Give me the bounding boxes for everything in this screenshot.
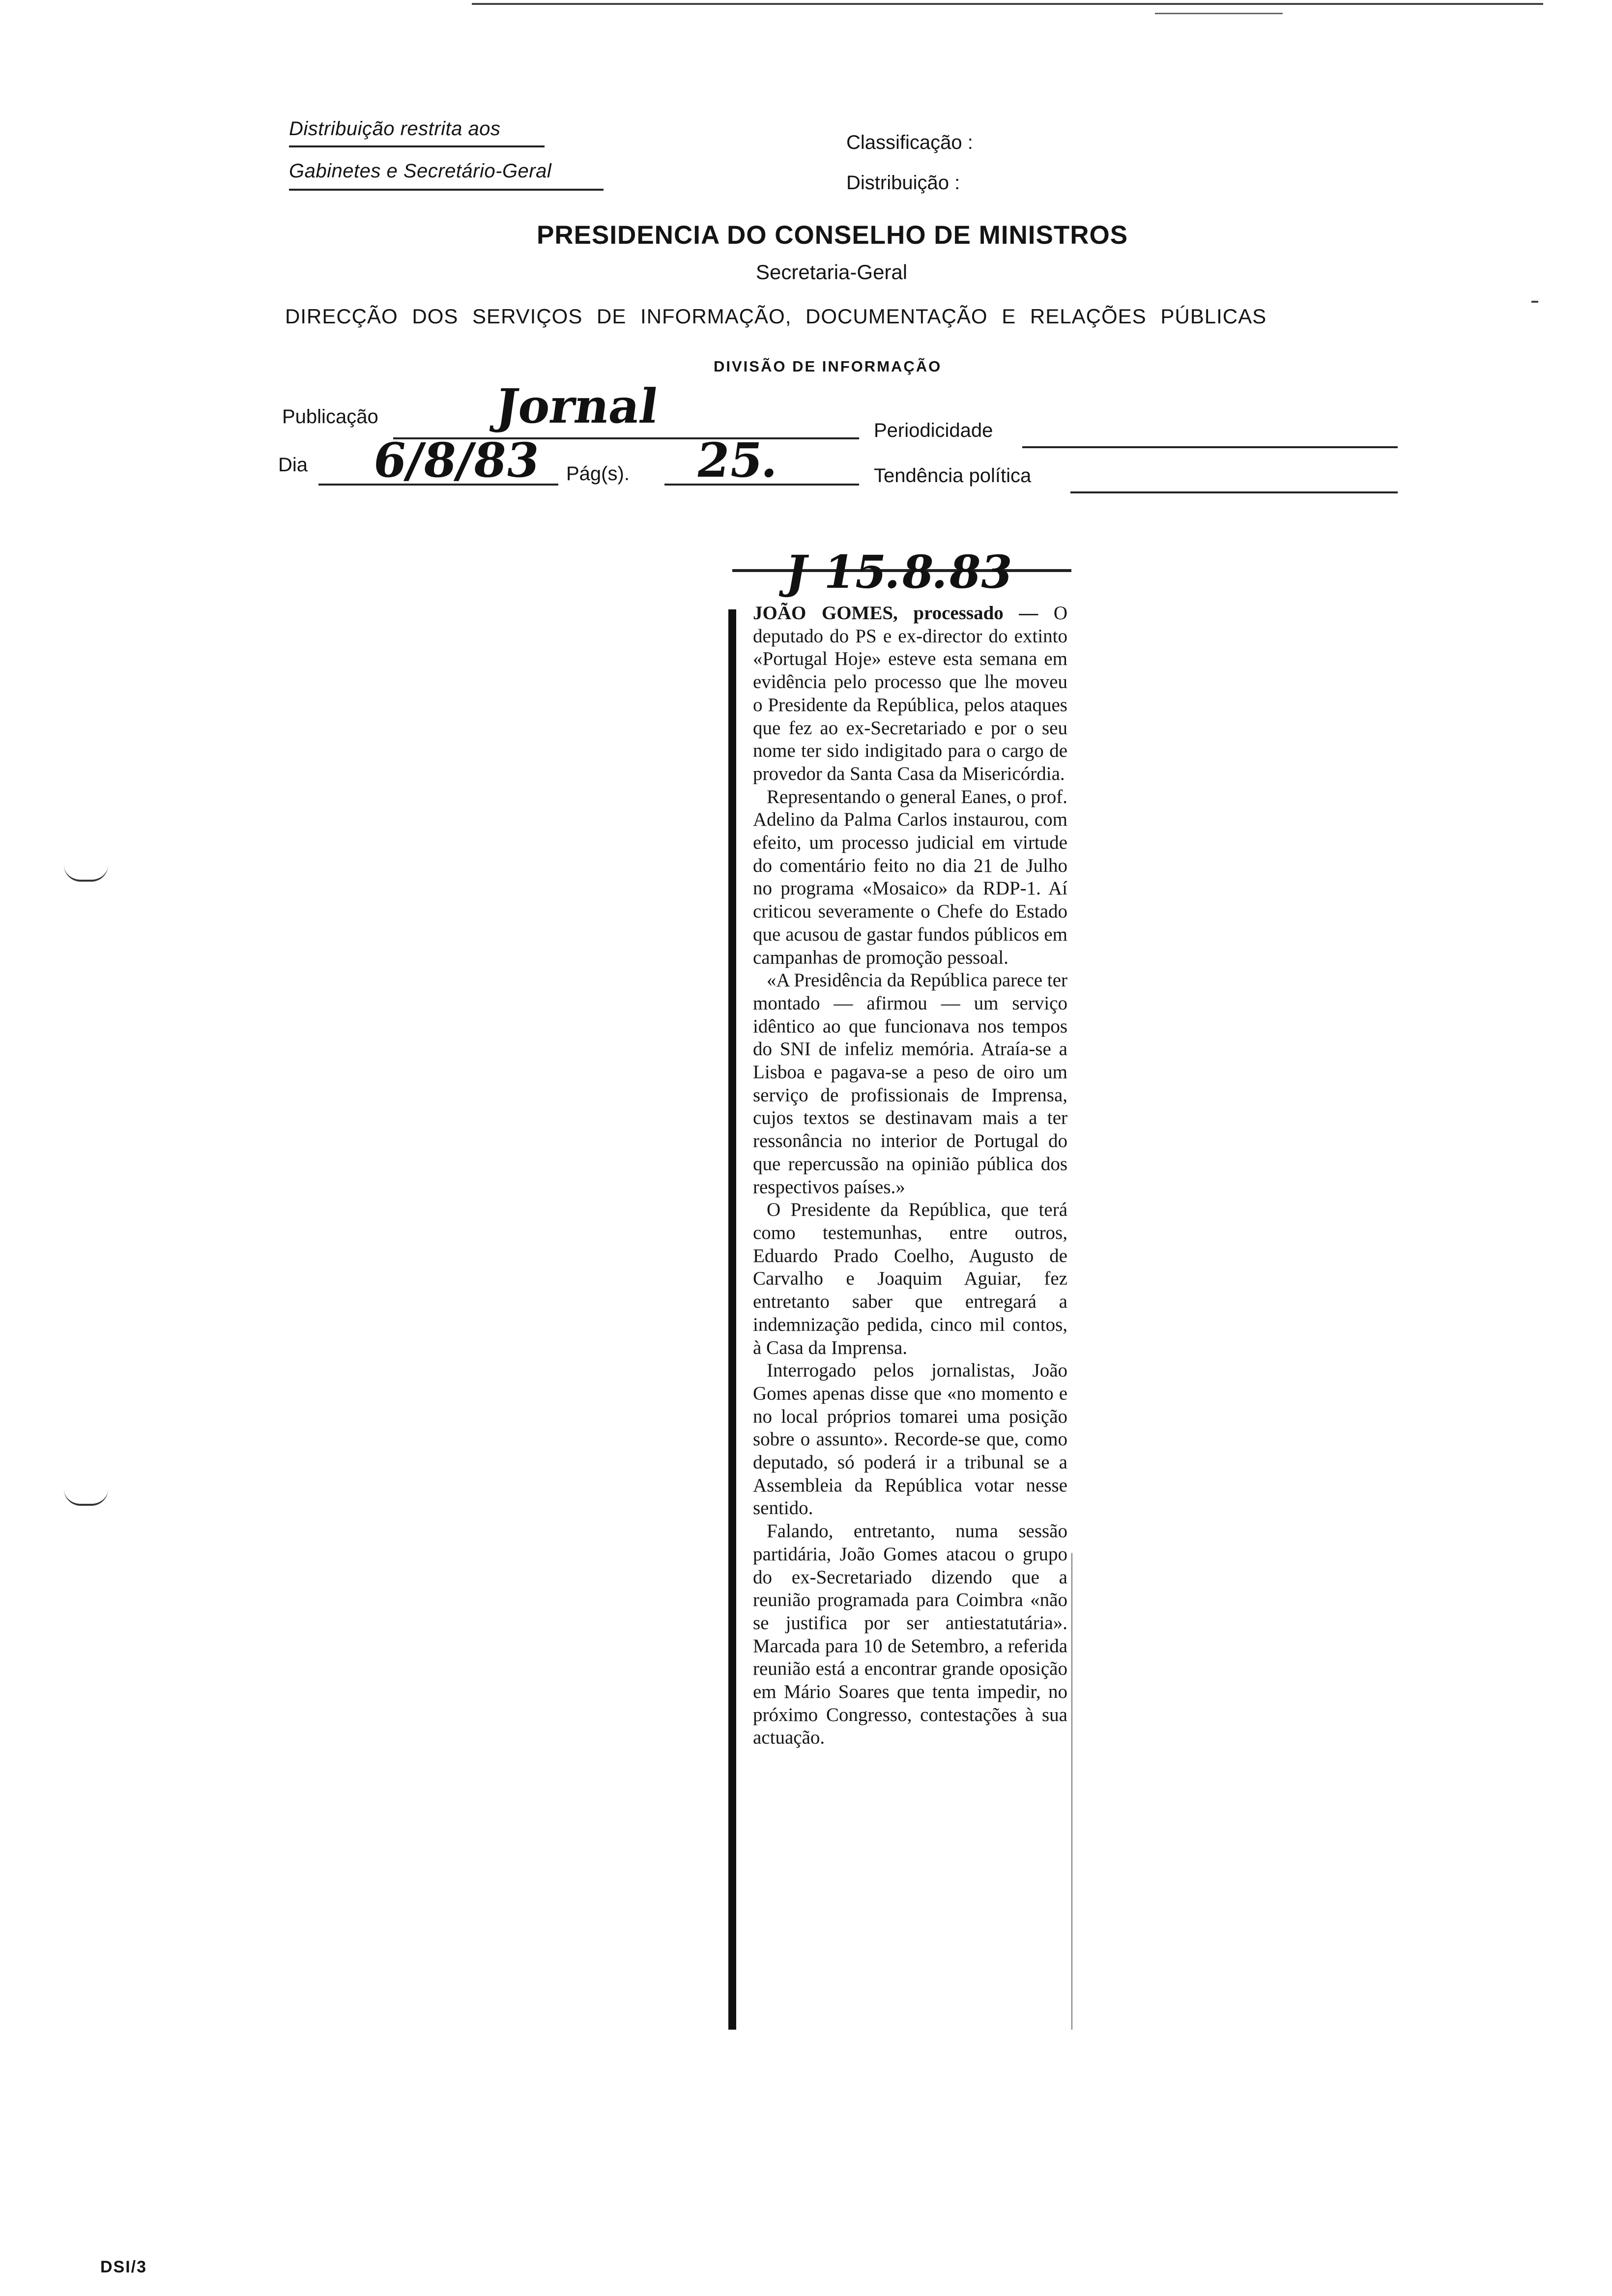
periodicity-label: Periodicidade bbox=[874, 420, 993, 441]
pages-handwritten-value: 25. bbox=[693, 432, 783, 488]
article-paragraph: «A Presidência da República parece ter montado — afirmou — um serviço idêntico ao que funcionava nos tempos do SNI de infeliz memória. Atraía-se a Lisboa e pagava-se a peso de oiro um serviço de profissionais de Imprensa, cujos textos se destinavam mais a ter ressonância no interior de Portugal do que repercussão na opinião pública dos respectivos países.» bbox=[753, 970, 1067, 1198]
division-heading: DIVISÃO DE INFORMAÇÃO bbox=[714, 358, 942, 375]
margin-tick-mark bbox=[1531, 301, 1538, 303]
article-paragraph: O Presidente da República, que terá como testemunhas, entre outros, Eduardo Prado Coelho, Augusto de Carvalho e Joaquim Aguiar, fez entretanto saber que entregará a indemnização pedida, cinco mil contos, à Casa da Imprensa. bbox=[753, 1199, 1067, 1358]
periodicity-field-line bbox=[1022, 446, 1398, 448]
day-handwritten-value: 6/8/83 bbox=[370, 432, 544, 488]
distribution-label: Distribuição : bbox=[846, 172, 960, 194]
article-paragraph: Falando, entretanto, numa sessão partidária, João Gomes atacou o grupo do ex-Secretariado dizendo que a reunião programada para Coimbra «não se justifica por ser antiestatutária». Marcada para 10 de Setembro, a referida reunião está a encontrar grande oposição em Mário Soares que tenta impedir, no próximo Congresso, contestações à sua actuação. bbox=[753, 1521, 1067, 1749]
clipping-right-edge bbox=[1071, 1553, 1072, 2030]
classification-label: Classificação : bbox=[846, 132, 973, 153]
scan-top-edge-mark bbox=[1155, 13, 1283, 14]
article-text: O deputado do PS e ex-director do extinto «Portugal Hoje» esteve esta semana em evidência pelo processo que lhe moveu o Presidente da República, pelos ataques que fez ao ex-Secretariado e por o seu nome ter sido indigitado para o cargo de provedor da Santa Casa da Misericórdia. bbox=[753, 603, 1068, 784]
page-title: PRESIDENCIA DO CONSELHO DE MINISTROS bbox=[537, 221, 1128, 250]
publication-handwritten-value: Jornal bbox=[492, 378, 662, 434]
margin-punch-mark bbox=[64, 1489, 108, 1506]
scan-top-edge-line bbox=[472, 3, 1543, 5]
restricted-distribution-line-1: Distribuição restrita aos bbox=[289, 118, 501, 140]
page-subtitle: Secretaria-Geral bbox=[756, 260, 908, 284]
article-headline: JOÃO GOMES, processado — bbox=[753, 603, 1038, 624]
publication-label: Publicação bbox=[282, 406, 378, 428]
pages-label: Pág(s). bbox=[566, 463, 630, 485]
article-paragraph bbox=[753, 602, 1067, 786]
political-tendency-field-line bbox=[1070, 491, 1398, 493]
political-tendency-label: Tendência política bbox=[874, 465, 1032, 487]
directorate-heading: DIRECÇÃO DOS SERVIÇOS DE INFORMAÇÃO, DOCUMENTAÇÃO E RELAÇÕES PÚBLICAS bbox=[285, 305, 1267, 328]
form-code: DSI/3 bbox=[100, 2258, 147, 2276]
clipping-left-bar bbox=[728, 609, 736, 2030]
restricted-underline-1 bbox=[289, 145, 545, 147]
margin-punch-mark bbox=[64, 865, 108, 882]
day-label: Dia bbox=[278, 454, 308, 476]
newspaper-article bbox=[753, 602, 1067, 1750]
restricted-underline-2 bbox=[289, 189, 604, 191]
clipping-handwritten-date: J 15.8.83 bbox=[781, 545, 1017, 599]
restricted-distribution-line-2: Gabinetes e Secretário-Geral bbox=[289, 160, 552, 182]
article-paragraph: Interrogado pelos jornalistas, João Gomes apenas disse que «no momento e no local próprios tomarei uma posição sobre o assunto». Recorde-se que, como deputado, só poderá ir a tribunal se a Assembleia da República votar nesse sentido. bbox=[753, 1360, 1067, 1519]
article-paragraph: Representando o general Eanes, o prof. Adelino da Palma Carlos instaurou, com efeito, um processo judicial em virtude do comentário feito no dia 21 de Julho no programa «Mosaico» da RDP-1. Aí criticou severamente o Chefe do Estado que acusou de gastar fundos públicos em campanhas de promoção pessoal. bbox=[753, 786, 1067, 968]
